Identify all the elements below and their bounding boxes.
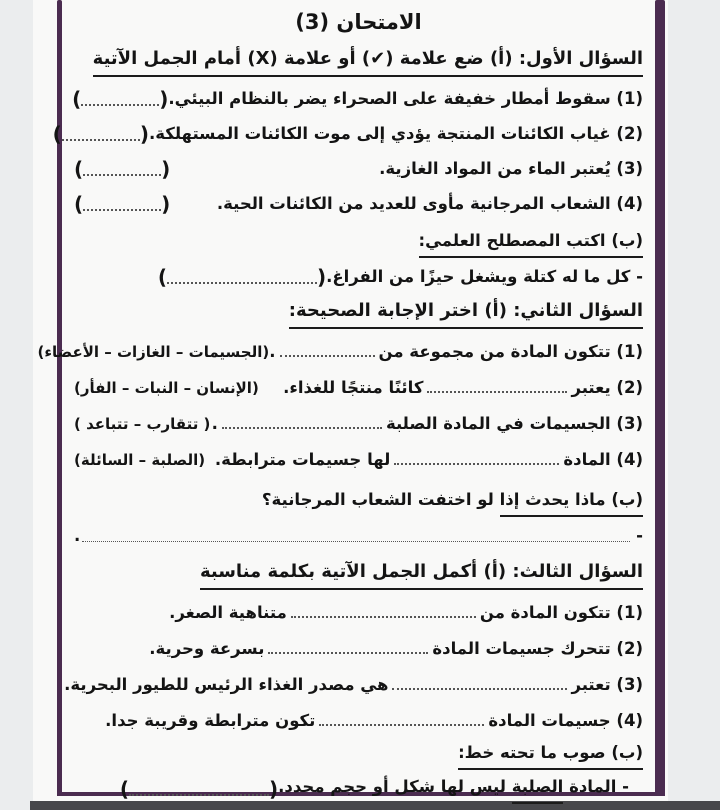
q2-header [74, 298, 643, 329]
q3-item-1-after: متناهية الصغر. [169, 603, 287, 622]
dotted-blank [167, 271, 317, 284]
dotted-blank [280, 344, 375, 357]
dotted-blank [268, 641, 428, 654]
q2-part-b-question [74, 487, 643, 517]
q3-part-b-header-text: (ب) صوب ما تحته خط: [458, 740, 643, 770]
q1-item-4-answer-blank [74, 194, 170, 214]
q1-item-1-answer-blank [72, 89, 168, 109]
frame-left-rule [57, 0, 62, 796]
paren-open: ( [161, 157, 171, 181]
q1-part-b-item [74, 264, 643, 290]
q3-part-b-underlined-word: الصلبة [512, 774, 564, 804]
q2-item-2-text [283, 375, 643, 401]
q2-item-3-before: (3) الجسيمات في المادة الصلبة [385, 414, 643, 433]
paren-close: ) [74, 192, 84, 216]
q3-part-b-item-text [278, 774, 629, 804]
paren-close: ) [157, 265, 167, 289]
q2-item-4-text [215, 447, 643, 473]
q1-item-1-text: (1) سقوط أمطار خفيفة على الصحراء يضر بالنظام البيئي. [168, 89, 643, 108]
paren-close: ) [72, 87, 82, 111]
q2-item-2-choices: (الإنسان – النبات – الفأر) [74, 379, 259, 397]
q1-part-b-answer-blank [158, 267, 326, 287]
q1-part-b-item-text: - كل ما له كتلة ويشغل حيزًا من الفراغ. [326, 267, 643, 286]
dotted-blank [62, 128, 140, 141]
q1-header-text: السؤال الأول: (أ) ضع علامة (✔) أو علامة (X) أمام الجمل الآتية [93, 47, 643, 77]
q3-item-1-text [169, 603, 643, 622]
q2-item-1-after: . [269, 342, 276, 361]
q2-item-4-after: لها جسيمات مترابطة. [214, 450, 391, 469]
q3-item-2 [74, 636, 643, 662]
q3-item-4-before: (4) جسيمات المادة [488, 711, 643, 730]
q3-item-1-before: (1) تتكون المادة من [479, 603, 643, 622]
q3-part-b-header [74, 740, 643, 770]
dotted-blank [222, 416, 382, 429]
q2-item-3-choices: ( تتقارب – تتباعد ) [74, 415, 211, 433]
q3-item-4-text [105, 711, 643, 730]
q1-item-4-text: (4) الشعاب المرجانية مأوى للعديد من الكائنات الحية. [216, 194, 643, 213]
q3-item-2-text [149, 639, 643, 658]
q2-item-3-text [212, 411, 643, 437]
q1-part-b-header [74, 228, 643, 258]
dotted-answer-line [82, 530, 630, 542]
q3-item-4-after: تكون مترابطة وقريبة جدا. [105, 711, 316, 730]
paren-close: ) [52, 122, 62, 146]
answer-dash: - [636, 526, 643, 545]
dotted-blank [427, 380, 567, 393]
paren-open: ( [161, 192, 171, 216]
q3-item-3-text [64, 675, 643, 694]
q3-header [74, 559, 643, 590]
q1-item-2-text: (2) غياب الكائنات المنتجة يؤدي إلى موت الكائنات المستهلكة. [148, 124, 643, 143]
dotted-blank [83, 198, 161, 211]
q3-item-1 [74, 600, 643, 626]
q3-item-4 [74, 708, 643, 734]
dotted-blank [392, 677, 567, 690]
q1-item-2 [52, 121, 643, 147]
q1-item-4 [74, 191, 643, 217]
q2-item-2 [74, 375, 643, 401]
dotted-blank [83, 163, 161, 176]
q2-item-4 [74, 447, 643, 473]
paren-open: ( [316, 265, 327, 289]
q2-item-4-choices: (الصلبة – السائلة) [74, 451, 206, 469]
paren-open: ( [159, 87, 169, 111]
q2-part-b-answer-line [74, 523, 643, 549]
q3-part-b-item [74, 774, 643, 804]
q1-part-b-header-text: (ب) اكتب المصطلح العلمي: [419, 228, 643, 258]
q2-part-b-underlined: (ب) ماذا يحدث إذا [500, 487, 643, 517]
q3-item-3-before: (3) تعتبر [571, 675, 643, 694]
exam-title: الامتحان (3) [295, 10, 422, 34]
q1-item-3 [74, 156, 643, 182]
q2-item-4-before: (4) المادة [563, 450, 643, 469]
q3-part-b-answer-blank [120, 779, 278, 799]
answer-period: . [74, 526, 81, 545]
q3-item-3 [64, 672, 643, 698]
q1-item-1 [74, 86, 643, 112]
exam-content [37, 0, 653, 801]
q2-item-3 [74, 411, 643, 437]
q2-part-b-rest: لو اختفت الشعاب المرجانية؟ [261, 490, 494, 509]
q3-part-b-prefix: - المادة [569, 777, 629, 796]
q2-item-2-after: كائنًا منتجًا للغذاء. [283, 378, 424, 397]
paren-close: ) [119, 777, 130, 801]
q2-item-1-text [269, 339, 643, 365]
q2-item-1 [37, 339, 643, 365]
q3-header-text: السؤال الثالث: (أ) أكمل الجمل الآتية بكلمة مناسبة [200, 560, 643, 590]
q3-item-3-after: هي مصدر الغذاء الرئيس للطيور البحرية. [64, 675, 389, 694]
dotted-blank [319, 713, 484, 726]
paren-open: ( [139, 122, 149, 146]
q2-item-1-choices: (الجسيمات – الغازات – الأعضاء) [37, 343, 270, 361]
frame-right-rule [655, 0, 665, 796]
dotted-blank [291, 605, 476, 618]
q3-item-2-before: (2) تتحرك جسيمات المادة [432, 639, 643, 658]
q1-item-2-answer-blank [53, 124, 149, 144]
dotted-blank [394, 452, 559, 465]
q3-item-2-after: بسرعة وحرية. [149, 639, 265, 658]
q1-item-3-text: (3) يُعتبر الماء من المواد الغازية. [379, 159, 643, 178]
dotted-blank [129, 783, 269, 796]
dotted-blank [81, 93, 159, 106]
q2-header-text: السؤال الثاني: (أ) اختر الإجابة الصحيحة: [289, 299, 643, 329]
q3-part-b-suffix: ليس لها شكل أو حجم محدد. [278, 777, 506, 796]
q1-header [74, 46, 643, 77]
q2-item-1-before: (1) تتكون المادة من مجموعة من [378, 342, 643, 361]
q1-item-3-answer-blank [74, 159, 170, 179]
paren-open: ( [269, 777, 279, 801]
paren-close: ) [74, 157, 84, 181]
q2-item-2-before: (2) يعتبر [571, 378, 643, 397]
q2-item-3-after: . [211, 414, 218, 433]
